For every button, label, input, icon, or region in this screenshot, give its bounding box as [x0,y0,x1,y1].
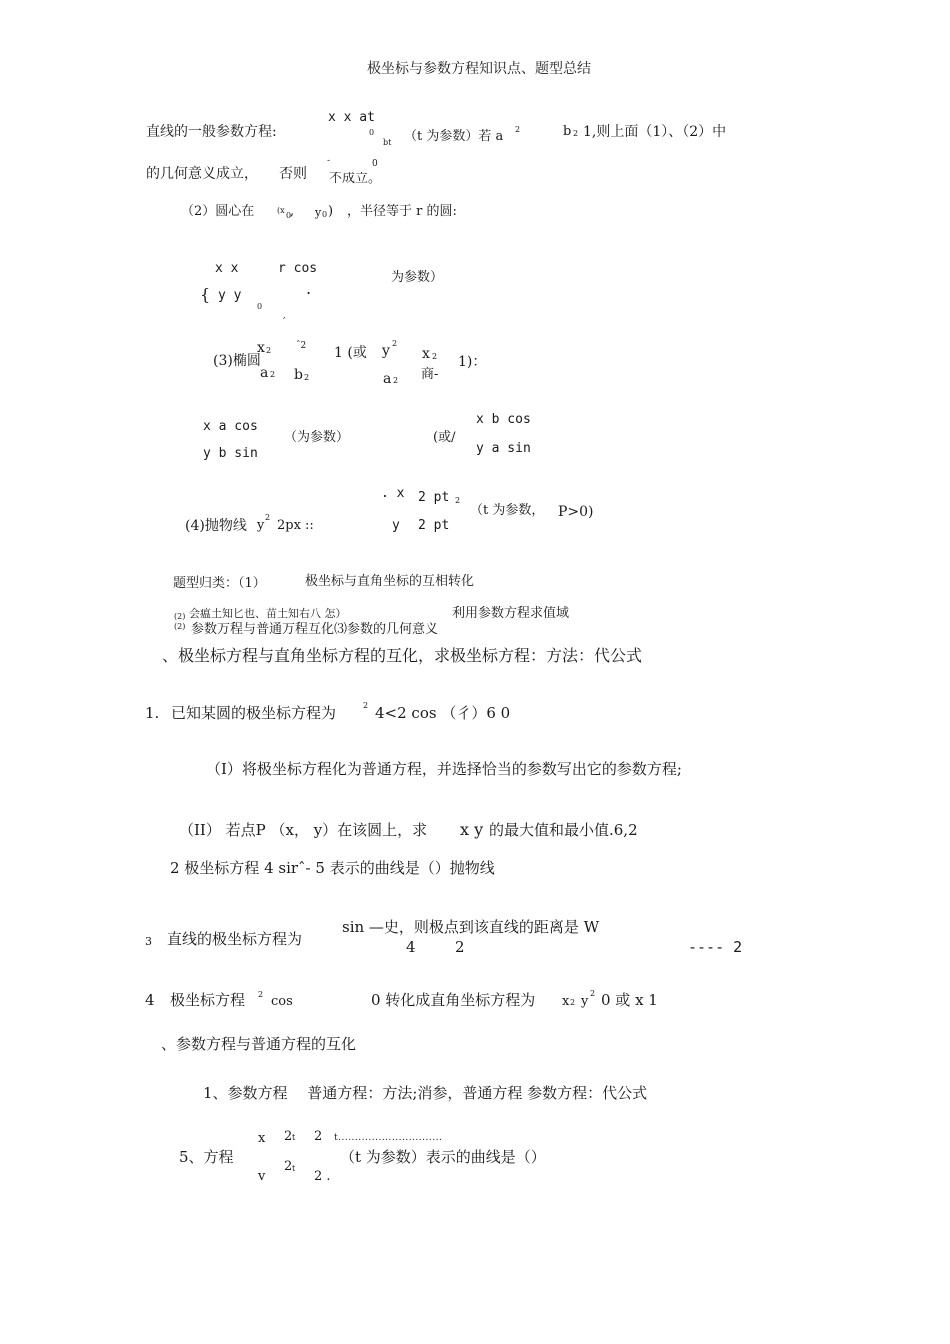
circle-tail: ，半径等于 r 的圆: [347,204,457,219]
q5-y2t: 2 [284,1159,293,1174]
circle-eq1b: r cos [278,261,318,276]
ellipse-y2-sup: 2 [392,339,398,348]
q4-y2-sup: 2 [590,989,596,998]
types-t1: 极坐标与直角坐标的互相转化 [305,574,475,589]
ellipse-or: (或/ [433,430,456,445]
ellipse-a2b-sub: 2 [393,376,399,385]
line-eq-top: x x at [328,110,375,125]
parabola-p2: y [392,518,400,533]
types-label: 题型归类：（1） [173,576,266,591]
circle-param: 为参数） [391,270,444,285]
circle-y0: y [315,206,322,219]
q4-mid: 0 转化成直角坐标方程为 [371,991,536,1009]
q5-y: v [258,1169,266,1184]
line-otherwise: 否则 [279,166,307,182]
types-small2: 参数万程与普通万程互化⑶参数的几何意义 [191,622,439,637]
ellipse-p1-param: （为参数） [284,430,350,445]
ellipse-y2: y [382,343,390,359]
line-b-sub2: 2 [573,129,579,138]
line-b: b [563,124,572,139]
ellipse-p2b: y a sin [476,441,531,456]
ellipse-b2: b [294,367,303,383]
line-t-note: （t 为参数）若 a [404,129,504,144]
line-second: 的几何意义成立， [146,166,258,182]
parabola-p: P>0) [558,504,594,520]
ellipse-a2b: a [383,371,392,387]
q5-x: x [258,1131,266,1146]
q5-number: 5、方程 [179,1148,234,1166]
section-1-heading: 、极坐标方程与直角坐标方程的互化，求极坐标方程：方法：代公式 [162,646,643,665]
line-sup2: 2 [515,125,521,134]
parabola-y2-sup: 2 [265,513,271,522]
q5-xt: t [292,1133,296,1142]
q3-number: 3 [145,935,152,948]
ellipse-close: 1)： [458,354,487,370]
circle-comma: , [290,204,295,219]
circle-eq1: x x [215,261,239,276]
ellipse-x2b-sup: 2 [432,352,438,361]
q3-four: 4 [406,938,416,956]
circle-x0-sub: 0 [286,211,292,220]
q4-cos: cos [271,994,293,1009]
circle-sub0: 0 [257,302,263,311]
line-bt: bt [383,138,392,147]
q1-part2b: x y [460,820,484,839]
q1-text: 已知某圆的极坐标方程为 [171,704,337,722]
circle-y0-sub: 0 [322,210,328,219]
q3-text: 直线的极坐标方程为 [167,930,303,948]
circle-label: （2）圆心在 [181,204,255,219]
line-sub0: 0 [369,128,375,137]
ellipse-x2: x [257,340,265,356]
line-tail: 1,则上面（1）、（2）中 [583,124,727,140]
q1-number: 1. [145,704,160,722]
q4-sup: 2 [258,990,264,999]
ellipse-shang: 商- [421,367,439,382]
q3-two: 2 [455,938,465,956]
q5-y2: 2 . [314,1170,331,1181]
page-title: 极坐标与参数方程知识点、题型总结 [367,61,591,77]
ellipse-p1b: y b sin [203,446,258,461]
q3-tail: ---- 2 [688,938,743,956]
q1-eq: 4<2 cos （彳）6 0 [375,704,511,722]
q5-yt: t [292,1164,296,1173]
line-zero2: 0 [372,159,378,169]
q4-y2: y [581,994,589,1009]
parabola-p1: . x [381,486,405,501]
circle-close: ) [328,204,334,219]
q4-x2: x [562,994,570,1009]
ellipse-x2-sup: 2 [266,346,272,355]
q3-sin: sin —史，则极点到该直线的距离是 W [342,918,600,936]
line-param-label: 直线的一般参数方程: [146,124,277,140]
parabola-p2b: 2 pt [418,518,450,533]
parabola-p1b: 2 pt [418,490,450,505]
ellipse-p2a: x b cos [476,412,531,427]
section-2-heading: 、参数方程与普通方程的互化 [161,1035,357,1053]
ellipse-one: 1 (或 [334,345,367,361]
ellipse-x2b: x [422,346,430,362]
ellipse-p1a: x a cos [203,419,258,434]
ellipse-a2: a [260,365,269,381]
ellipse-a2-sub: 2 [270,370,276,379]
ellipse-b2-sub: 2 [304,373,310,382]
q5-x2t: 2 [284,1129,293,1144]
q1-sup: 2 [363,701,369,710]
q4-tail: 0 或 x 1 [601,991,658,1009]
parabola-y2: y [257,518,265,533]
line-dash: - [327,156,331,166]
circle-tick: ′ [283,315,286,328]
parabola-p1-sub: 2 [455,496,461,505]
q4-text: 极坐标方程 [170,991,246,1009]
types-small1-pre: (2) [174,612,186,621]
q5-text: （t 为参数）表示的曲线是（） [340,1148,546,1166]
circle-eq2: y y [218,288,242,303]
types-small1-b: 利用参数方程求值域 [452,606,570,621]
parabola-eq: 2px :: [277,518,314,533]
q5-x2: 2 [314,1129,323,1144]
types-small1: 会瘟土知匕也、苗土知右八 怎） [189,607,347,620]
parabola-param: （t 为参数， [470,503,545,518]
types-small2-pre: (2) [174,622,186,631]
ellipse-label: (3)椭圆 [213,353,261,369]
parabola-label: (4)抛物线 [185,518,247,534]
circle-dot: . [306,279,312,298]
ellipse-caret: ˆ2 [296,341,307,351]
circle-x0: (x [277,206,285,215]
q1-part2a: （II） 若点P （x， y）在该圆上，求 [179,821,428,839]
circle-brace: { [200,285,211,304]
subsection-1: 1、参数方程 普通方程：方法;消参，普通方程 参数方程：代公式 [203,1084,648,1102]
q4-x2-sub: 2 [570,998,576,1007]
q1-part1: （I）将极坐标方程化为普通方程，并选择恰当的参数写出它的参数方程; [206,760,682,778]
q5-dots: t............................... [334,1133,443,1143]
q4-number: 4 [145,991,155,1009]
line-not-hold: 不成立。 [329,172,382,184]
q2-text: 2 极坐标方程 4 sirˆ- 5 表示的曲线是（）抛物线 [170,859,495,877]
q1-part2c: 的最大值和最小值.6,2 [489,821,638,839]
